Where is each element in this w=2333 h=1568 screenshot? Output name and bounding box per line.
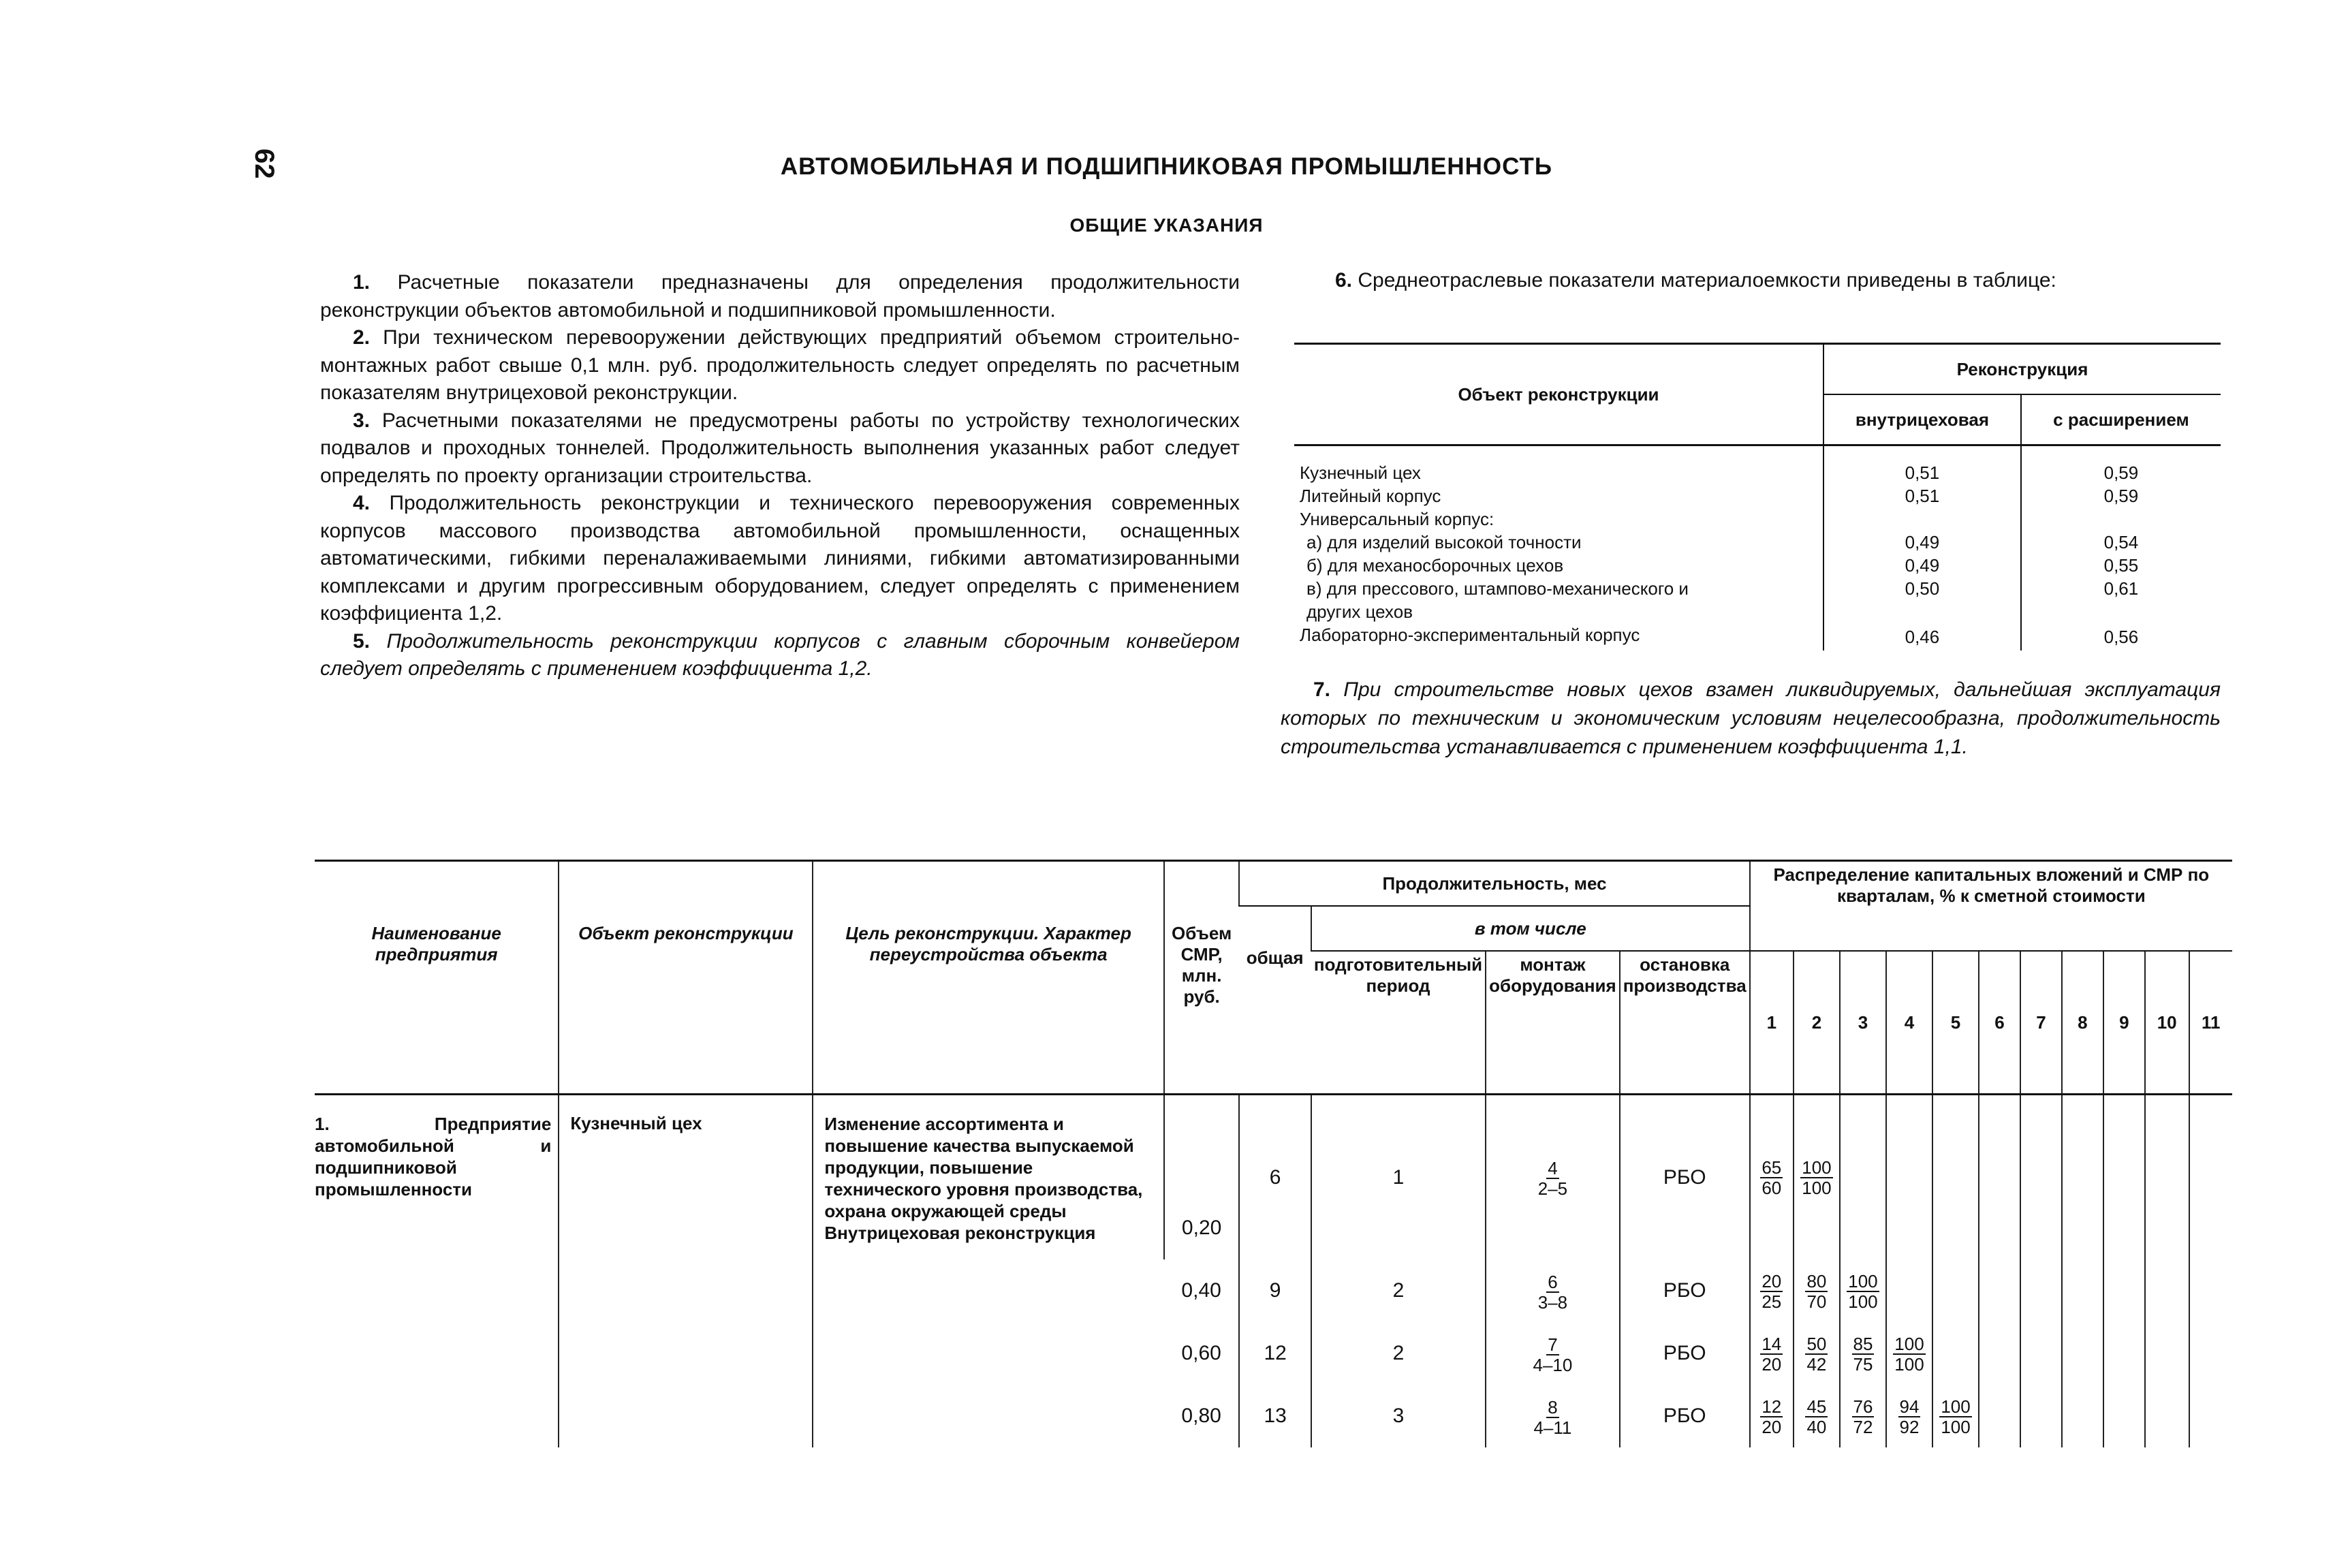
header-quarter: 7 xyxy=(2020,951,2062,1095)
cell-quarter xyxy=(1750,1259,1794,1322)
cell-mount xyxy=(1486,1259,1620,1322)
cell-quarter xyxy=(1932,1322,1979,1385)
header-quarter: 11 xyxy=(2189,951,2232,1095)
cell-quarter xyxy=(1794,1259,1840,1322)
mount-denominator: 4–11 xyxy=(1533,1417,1572,1438)
cell-quarter xyxy=(2020,1385,2062,1447)
general-instructions-left xyxy=(320,269,1240,683)
material-row-inner: 0,50 xyxy=(1823,577,2021,623)
material-row-name: Литейный корпус xyxy=(1300,486,1441,506)
object-name: Кузнечный цех xyxy=(559,1095,813,1448)
material-row-name: в) для прессового, штампово-механического и других цехов xyxy=(1306,578,1689,622)
quarter-capital: 100 xyxy=(1802,1178,1832,1198)
header-object: Объект реконструкции xyxy=(559,861,813,1095)
paragraph-7: 7. При строительстве новых цехов взамен ликвидируемых, дальнейшая эксплуатация которых по техническим и экономическим условиям нецелесообразна, продолжительность строительства устанавливается с применением коэффициента 1,1. xyxy=(1281,678,2221,758)
cell-quarter xyxy=(1886,1322,1932,1385)
quarter-smr: 100 xyxy=(1802,1157,1832,1178)
page-number: 62 xyxy=(249,148,279,179)
header-quarter: 3 xyxy=(1840,951,1886,1095)
quarter-smr: 85 xyxy=(1853,1333,1873,1354)
quarter-capital: 100 xyxy=(1941,1416,1971,1437)
header-quarter: 8 xyxy=(2062,951,2103,1095)
quarter-capital: 92 xyxy=(1899,1416,1920,1437)
quarter-capital: 20 xyxy=(1762,1353,1782,1375)
paragraph-2: 2. При техническом перевооружении действующих предприятий объемом строительно-монтажных работ свыше 0,1 млн. руб. продолжительность следует определять по расчетным показателям внутрицеховой реконструкции. xyxy=(320,326,1240,404)
cell-quarter xyxy=(2062,1095,2103,1260)
cell-stop: РБО xyxy=(1620,1385,1750,1447)
material-row-name: б) для механосборочных цехов xyxy=(1306,555,1564,576)
header-quarter: 10 xyxy=(2145,951,2189,1095)
cell-quarter xyxy=(1886,1095,1932,1260)
cell-quarter xyxy=(2103,1385,2145,1447)
cell-quarter xyxy=(1840,1095,1886,1260)
header-quarter: 2 xyxy=(1794,951,1840,1095)
header-quarter: 1 xyxy=(1750,951,1794,1095)
material-row-inner: 0,51 xyxy=(1823,484,2021,507)
header-quarter: 5 xyxy=(1932,951,1979,1095)
cell-quarter xyxy=(1932,1259,1979,1322)
header-enterprise: Наименование предприятия xyxy=(315,861,559,1095)
table-row xyxy=(315,1095,2232,1260)
material-row-name: а) для изделий высокой точности xyxy=(1306,532,1582,552)
cell-quarter xyxy=(2145,1259,2189,1322)
cell-mount xyxy=(1486,1385,1620,1447)
material-row-ext: 0,56 xyxy=(2021,623,2221,650)
quarter-smr: 80 xyxy=(1806,1270,1827,1291)
header-duration: Продолжительность, мес xyxy=(1239,861,1749,907)
quarter-smr: 94 xyxy=(1899,1396,1920,1417)
quarter-capital: 40 xyxy=(1806,1416,1827,1437)
header-quarter: 9 xyxy=(2103,951,2145,1095)
cell-quarter xyxy=(2145,1322,2189,1385)
cell-prep: 2 xyxy=(1311,1322,1486,1385)
quarter-capital: 100 xyxy=(1848,1291,1878,1312)
material-row-ext: 0,59 xyxy=(2021,484,2221,507)
cell-total: 13 xyxy=(1239,1385,1311,1447)
reconstruction-goal: Изменение ассортимента и повышение качества выпускаемой продукции, повышение технического уровня производства, охрана окружающей среды Внутрицеховая реконструкция xyxy=(813,1095,1163,1448)
quarter-capital: 42 xyxy=(1806,1353,1827,1375)
cell-volume: 0,60 xyxy=(1181,1342,1221,1364)
paragraph-4: 4. Продолжительность реконструкции и технического перевооружения современных корпусов массового производства автомобильной промышленности, оснащенных автоматическими, гибкими переналаживаемыми линиями, гибкими автоматизированными комплексами и другим прогрессивным оборудованием, следует определять с применением коэффициента 1,2. xyxy=(320,492,1240,625)
cell-quarter xyxy=(2103,1259,2145,1322)
mount-numerator: 7 xyxy=(1548,1334,1558,1355)
quarter-smr: 45 xyxy=(1806,1396,1827,1417)
cell-stop: РБО xyxy=(1620,1322,1750,1385)
section-subtitle: ОБЩИЕ УКАЗАНИЯ xyxy=(1069,215,1264,236)
mount-denominator: 4–10 xyxy=(1533,1354,1573,1375)
cell-mount xyxy=(1486,1095,1620,1260)
header-prep: подготовительный период xyxy=(1311,951,1486,1095)
material-row-name: Универсальный корпус: xyxy=(1300,509,1494,529)
material-row-ext: 0,61 xyxy=(2021,577,2221,623)
paragraph-6: 6. Среднеотраслевые показатели материалоемкости приведены в таблице: xyxy=(1335,269,2056,292)
col-ext-header: с расширением xyxy=(2021,394,2221,445)
header-stop: остановка производства xyxy=(1620,951,1750,1095)
quarter-smr: 14 xyxy=(1762,1333,1782,1354)
header-quarter: 4 xyxy=(1886,951,1932,1095)
quarter-capital: 20 xyxy=(1762,1416,1782,1437)
cell-quarter xyxy=(2145,1385,2189,1447)
cell-stop: РБО xyxy=(1620,1259,1750,1322)
paragraph-3: 3. Расчетными показателями не предусмотрены работы по устройству технологических подвалов и проходных тоннелей. Продолжительность выполнения указанных работ следует определять по проекту организации строительства. xyxy=(320,409,1240,487)
quarter-smr: 20 xyxy=(1762,1270,1782,1291)
cell-quarter xyxy=(2189,1259,2232,1322)
cell-quarter xyxy=(1979,1259,2020,1322)
cell-quarter xyxy=(1979,1322,2020,1385)
header-quarter: 6 xyxy=(1979,951,2020,1095)
cell-volume: 0,20 xyxy=(1164,1095,1240,1260)
cell-prep: 1 xyxy=(1311,1095,1486,1260)
quarter-smr: 76 xyxy=(1853,1396,1873,1417)
cell-quarter xyxy=(2020,1095,2062,1260)
material-row-ext: 0,55 xyxy=(2021,554,2221,577)
quarter-capital: 25 xyxy=(1762,1291,1782,1312)
cell-quarter xyxy=(2145,1095,2189,1260)
mount-numerator: 4 xyxy=(1548,1158,1558,1178)
mount-denominator: 3–8 xyxy=(1537,1291,1568,1313)
paragraph-1: 1. Расчетные показатели предназначены для определения продолжительности реконструкции объектов автомобильной и подшипниковой промышленности. xyxy=(320,271,1240,322)
header-volume: Объем СМР, млн. руб. xyxy=(1164,861,1240,1095)
cell-quarter xyxy=(1750,1385,1794,1447)
header-goal: Цель реконструкции. Характер переустройства объекта xyxy=(813,861,1163,1095)
quarter-capital: 70 xyxy=(1806,1291,1827,1312)
quarter-capital: 75 xyxy=(1853,1353,1873,1375)
cell-quarter xyxy=(1979,1095,2020,1260)
cell-quarter xyxy=(1886,1385,1932,1447)
cell-quarter xyxy=(2020,1259,2062,1322)
cell-quarter xyxy=(1794,1385,1840,1447)
col-object-header: Объект реконструкции xyxy=(1294,344,1823,445)
reconstruction-duration-table xyxy=(315,860,2232,1447)
mount-numerator: 6 xyxy=(1548,1271,1558,1292)
header-mount: монтаж оборудования xyxy=(1486,951,1620,1095)
cell-total: 9 xyxy=(1239,1259,1311,1322)
quarter-capital: 100 xyxy=(1894,1353,1924,1375)
cell-quarter xyxy=(1840,1259,1886,1322)
cell-quarter xyxy=(1840,1322,1886,1385)
cell-volume: 0,40 xyxy=(1181,1279,1221,1302)
material-row-name: Кузнечный цех xyxy=(1300,462,1421,483)
cell-quarter xyxy=(1794,1322,1840,1385)
material-row-inner: 0,46 xyxy=(1823,623,2021,650)
cell-quarter xyxy=(1932,1095,1979,1260)
material-row-inner: 0,49 xyxy=(1823,531,2021,554)
cell-quarter xyxy=(1750,1095,1794,1260)
cell-quarter xyxy=(2189,1385,2232,1447)
cell-volume: 0,80 xyxy=(1181,1405,1221,1427)
col-reconstruction-header: Реконструкция xyxy=(1823,344,2221,395)
cell-quarter xyxy=(2189,1322,2232,1385)
enterprise-name: 1. Предприятие автомобильной и подшипниковой промышленности xyxy=(315,1114,552,1199)
quarter-smr: 100 xyxy=(1848,1270,1878,1291)
header-distribution: Распределение капитальных вложений и СМР по кварталам, % к сметной стоимости xyxy=(1750,861,2232,952)
quarter-capital: 60 xyxy=(1762,1178,1782,1198)
quarter-capital: 72 xyxy=(1853,1416,1873,1437)
mount-numerator: 8 xyxy=(1548,1396,1558,1417)
mount-denominator: 2–5 xyxy=(1537,1178,1568,1199)
material-row-ext: 0,54 xyxy=(2021,531,2221,554)
header-including: в том числе xyxy=(1311,906,1750,951)
quarter-smr: 100 xyxy=(1894,1333,1924,1354)
cell-total: 6 xyxy=(1239,1095,1311,1260)
cell-prep: 3 xyxy=(1311,1385,1486,1447)
cell-quarter xyxy=(1840,1385,1886,1447)
material-row-inner: 0,49 xyxy=(1823,554,2021,577)
quarter-smr: 12 xyxy=(1762,1396,1782,1417)
cell-mount xyxy=(1486,1322,1620,1385)
cell-quarter xyxy=(2103,1322,2145,1385)
cell-quarter xyxy=(2103,1095,2145,1260)
material-row-inner: 0,51 xyxy=(1823,445,2021,485)
cell-stop: РБО xyxy=(1620,1095,1750,1260)
page-title: АВТОМОБИЛЬНАЯ И ПОДШИПНИКОВАЯ ПРОМЫШЛЕННОСТЬ xyxy=(780,153,1553,180)
quarter-smr: 65 xyxy=(1762,1157,1782,1178)
paragraph-5: 5. Продолжительность реконструкции корпусов с главным сборочным конвейером следует определять с применением коэффициента 1,2. xyxy=(320,629,1240,680)
cell-quarter xyxy=(2189,1095,2232,1260)
quarter-smr: 100 xyxy=(1941,1396,1971,1417)
quarter-smr: 50 xyxy=(1806,1333,1827,1354)
cell-quarter xyxy=(2020,1322,2062,1385)
cell-quarter xyxy=(2062,1322,2103,1385)
cell-quarter xyxy=(2062,1259,2103,1322)
cell-quarter xyxy=(1886,1259,1932,1322)
cell-quarter xyxy=(1979,1385,2020,1447)
cell-quarter xyxy=(1932,1385,1979,1447)
cell-total: 12 xyxy=(1239,1322,1311,1385)
material-row-name: Лабораторно-экспериментальный корпус xyxy=(1300,625,1640,645)
col-inner-header: внутрицеховая xyxy=(1823,394,2021,445)
header-total: общая xyxy=(1239,906,1311,1095)
material-row-ext: 0,59 xyxy=(2021,445,2221,485)
cell-prep: 2 xyxy=(1311,1259,1486,1322)
cell-quarter xyxy=(2062,1385,2103,1447)
cell-quarter xyxy=(1794,1095,1840,1260)
material-intensity-table xyxy=(1294,343,2221,650)
cell-quarter xyxy=(1750,1322,1794,1385)
